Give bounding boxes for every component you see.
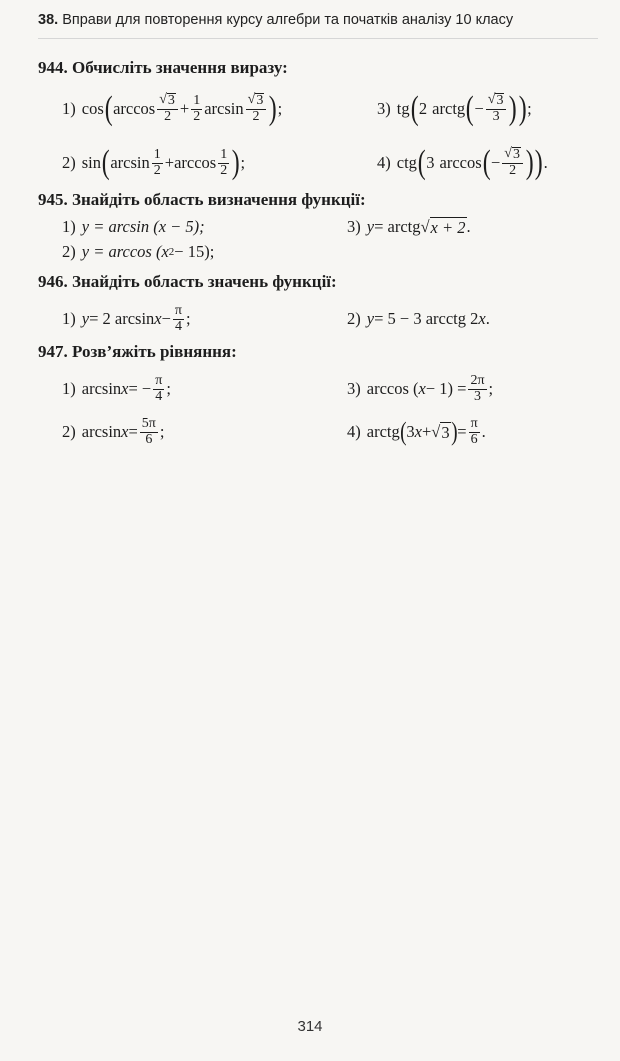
ex944-item-4: 4) ctg ( 3 arccos ( − √ 3 2 ) ) . bbox=[377, 144, 548, 181]
fraction: $\frac{\pi}{6}$ bbox=[470, 415, 478, 447]
running-header bbox=[38, 12, 598, 39]
exercise-945 bbox=[38, 190, 598, 210]
fraction: $\frac{2\pi}{3}$ bbox=[470, 372, 485, 404]
exercise-number: 945. bbox=[38, 190, 68, 209]
ex945-item-3: 3) y = arctg √ x + 2 . bbox=[347, 216, 471, 237]
chapter-title: Вправи для повторення курсу алгебри та початків аналізу 10 класу bbox=[62, 12, 514, 28]
ex945-item-1: 1) y = arcsin (x − 5); bbox=[62, 217, 205, 236]
exercise-number: 947. bbox=[38, 342, 68, 361]
ex944-item-3: 3) tg ( 2 arctg ( − √ 3 3 ) ) ; bbox=[377, 90, 532, 127]
exercise-title: Знайдіть область значень функції: bbox=[72, 272, 337, 291]
ex947-item-3: 3) arccos ( x − 1) = $\frac{2\pi}{3}$ ; bbox=[347, 372, 494, 404]
fraction: $\frac{\pi}{4}$ bbox=[155, 372, 163, 404]
fraction: √ 3 2 bbox=[246, 93, 267, 124]
exercise-946 bbox=[38, 272, 598, 292]
ex946-item-1: 1) y = 2 arcsin x − $\frac{\pi}{4}$ ; bbox=[62, 302, 191, 334]
ex945-item-2: 2) y = arccos (x 2 − 15); bbox=[62, 242, 215, 261]
ex944-item-1: 1) cos ( arccos √ 3 2 + $\frac{1}{2}$ arcsin √ 3 2 ) ; bbox=[62, 90, 283, 127]
ex946-item-2: 2) y = 5 − 3 arcctg 2 x . bbox=[347, 309, 490, 328]
exercise-number: 946. bbox=[38, 272, 68, 291]
exercise-number: 944. bbox=[38, 58, 68, 77]
exercise-title: Знайдіть область визначення функції: bbox=[72, 190, 366, 209]
fraction: √ 3 2 bbox=[157, 93, 178, 124]
fraction: $\frac{5\pi}{6}$ bbox=[141, 415, 156, 447]
fraction: $\frac{1}{2}$ bbox=[193, 92, 201, 124]
fraction: √ 3 2 bbox=[502, 147, 523, 178]
ex947-item-2: 2) arcsin x = $\frac{5\pi}{6}$ ; bbox=[62, 415, 165, 447]
fraction: $\frac{1}{2}$ bbox=[153, 146, 161, 178]
page-number: 314 bbox=[297, 1018, 323, 1035]
fraction: $\frac{\pi}{4}$ bbox=[174, 302, 182, 334]
ex947-item-1: 1) arcsin x = − $\frac{\pi}{4}$ ; bbox=[62, 372, 171, 404]
fraction: √ 3 3 bbox=[486, 93, 507, 124]
exercise-title: Обчисліть значення виразу: bbox=[72, 58, 288, 77]
ex944-item-2: 2) sin ( arcsin $\frac{1}{2}$ + arccos $\frac{1}{2}$ ) ; bbox=[62, 144, 246, 181]
fraction: $\frac{1}{2}$ bbox=[220, 146, 228, 178]
chapter-number: 38. bbox=[38, 12, 59, 28]
exercise-947 bbox=[38, 342, 598, 362]
ex947-item-4: 4) arctg ( 3 x + √ 3 ) = $\frac{\pi}{6}$ . bbox=[347, 415, 486, 447]
exercise-944 bbox=[38, 58, 598, 78]
exercise-title: Розв’яжіть рівняння: bbox=[72, 342, 237, 361]
